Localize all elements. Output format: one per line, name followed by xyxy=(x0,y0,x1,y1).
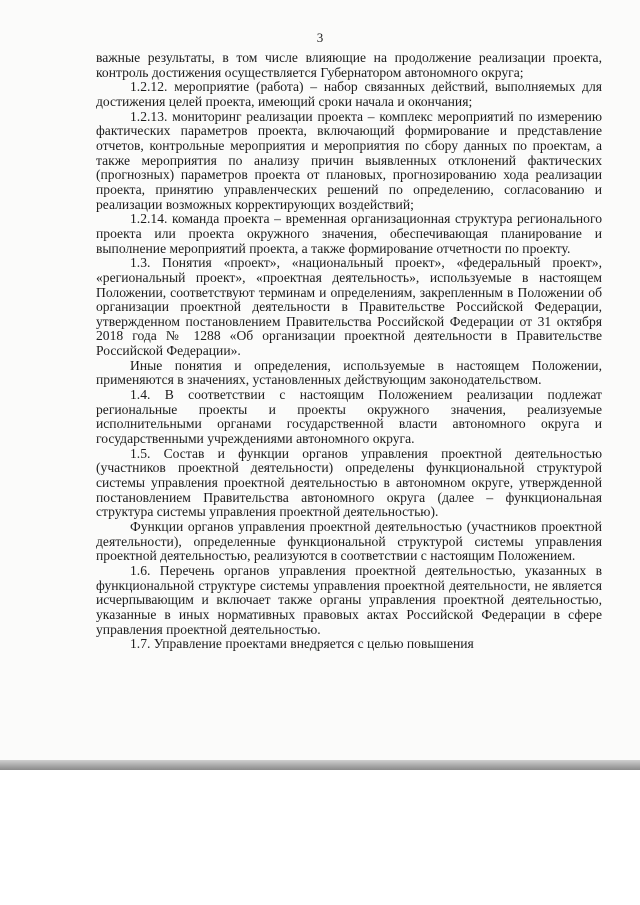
paragraph-1-7: 1.7. Управление проектами внедряется с целью повышения xyxy=(130,636,474,652)
paragraph-1-4: 1.4. В соответствии с настоящим Положением реализации подлежат региональные проекты и проекты окружного значения, реализуемые исполнительными органами государственной власти автономного округа и государственными учреждениями автономного округа. xyxy=(96,387,602,447)
paragraph-1-2-13: 1.2.13. мониторинг реализации проекта – комплекс мероприятий по измерению фактических параметров проекта, включающий формирование и представление отчетов, контрольные мероприятия и мероприятия по сбору данных по проектам, а также мероприятия по анализу причин выявленных отклонений фактических (прогнозных) параметров проекта от плановых, прогнозированию хода реализации проекта, принятию управленческих решений по определению, согласованию и реализации возможных корректирующих воздействий; xyxy=(96,108,602,212)
paragraph-continuation: важные результаты, в том числе влияющие на продолжение реализации проекта, контроль достижения осуществляется Губернатором автономного округа; xyxy=(96,50,602,80)
paragraph-1-2-12: 1.2.12. мероприятие (работа) – набор связанных действий, выполняемых для достижения целей проекта, имеющий сроки начала и окончания; xyxy=(96,79,602,109)
paragraph-1-6: 1.6. Перечень органов управления проектной деятельностью, указанных в функциональной структуре системы управления проектной деятельности, не является исчерпывающим и включает также органы управления проектной деятельностью, указанные в иных нормативных правовых актах Российской Федерации в сфере управления проектной деятельностью. xyxy=(96,562,602,637)
paragraph-1-3: 1.3. Понятия «проект», «национальный проект», «федеральный проект», «региональный проект», «проектная деятельность», используемые в настоящем Положении, соответствуют терминам и определениям, закрепленным в Положении об организации проектной деятельности в Правительстве Российской Федерации, утвержденном постановлением Правительства Российской Федерации от 31 октября 2018 года № 1288 «Об организации проектной деятельности в Правительстве Российской Федерации». xyxy=(96,255,602,359)
scan-edge-shadow xyxy=(0,760,640,770)
page-number: 3 xyxy=(316,30,324,45)
paragraph-functions: Функции органов управления проектной деятельностью (участников проектной деятельности), определенные функциональной структурой системы управления проектной деятельностью, реализуются в соответствии с настоящим Положением. xyxy=(96,519,602,564)
paragraph-1-5: 1.5. Состав и функции органов управления проектной деятельностью (участников проектной деятельности) определены функциональной структурой системы управления проектной деятельностью в автономном округе, утвержденной постановлением Правительства автономного округа (далее – функциональная структура системы управления проектной деятельностью). xyxy=(96,445,602,520)
paragraph-other-terms: Иные понятия и определения, используемые в настоящем Положении, применяются в значениях, установленных действующим законодательством. xyxy=(96,357,602,388)
document-body xyxy=(96,51,602,652)
paragraph-1-2-14: 1.2.14. команда проекта – временная организационная структура регионального проекта или проекта окружного значения, обеспечивающая планирование и выполнение мероприятий проекта, а также формирование отчетности по проекту. xyxy=(96,211,602,256)
